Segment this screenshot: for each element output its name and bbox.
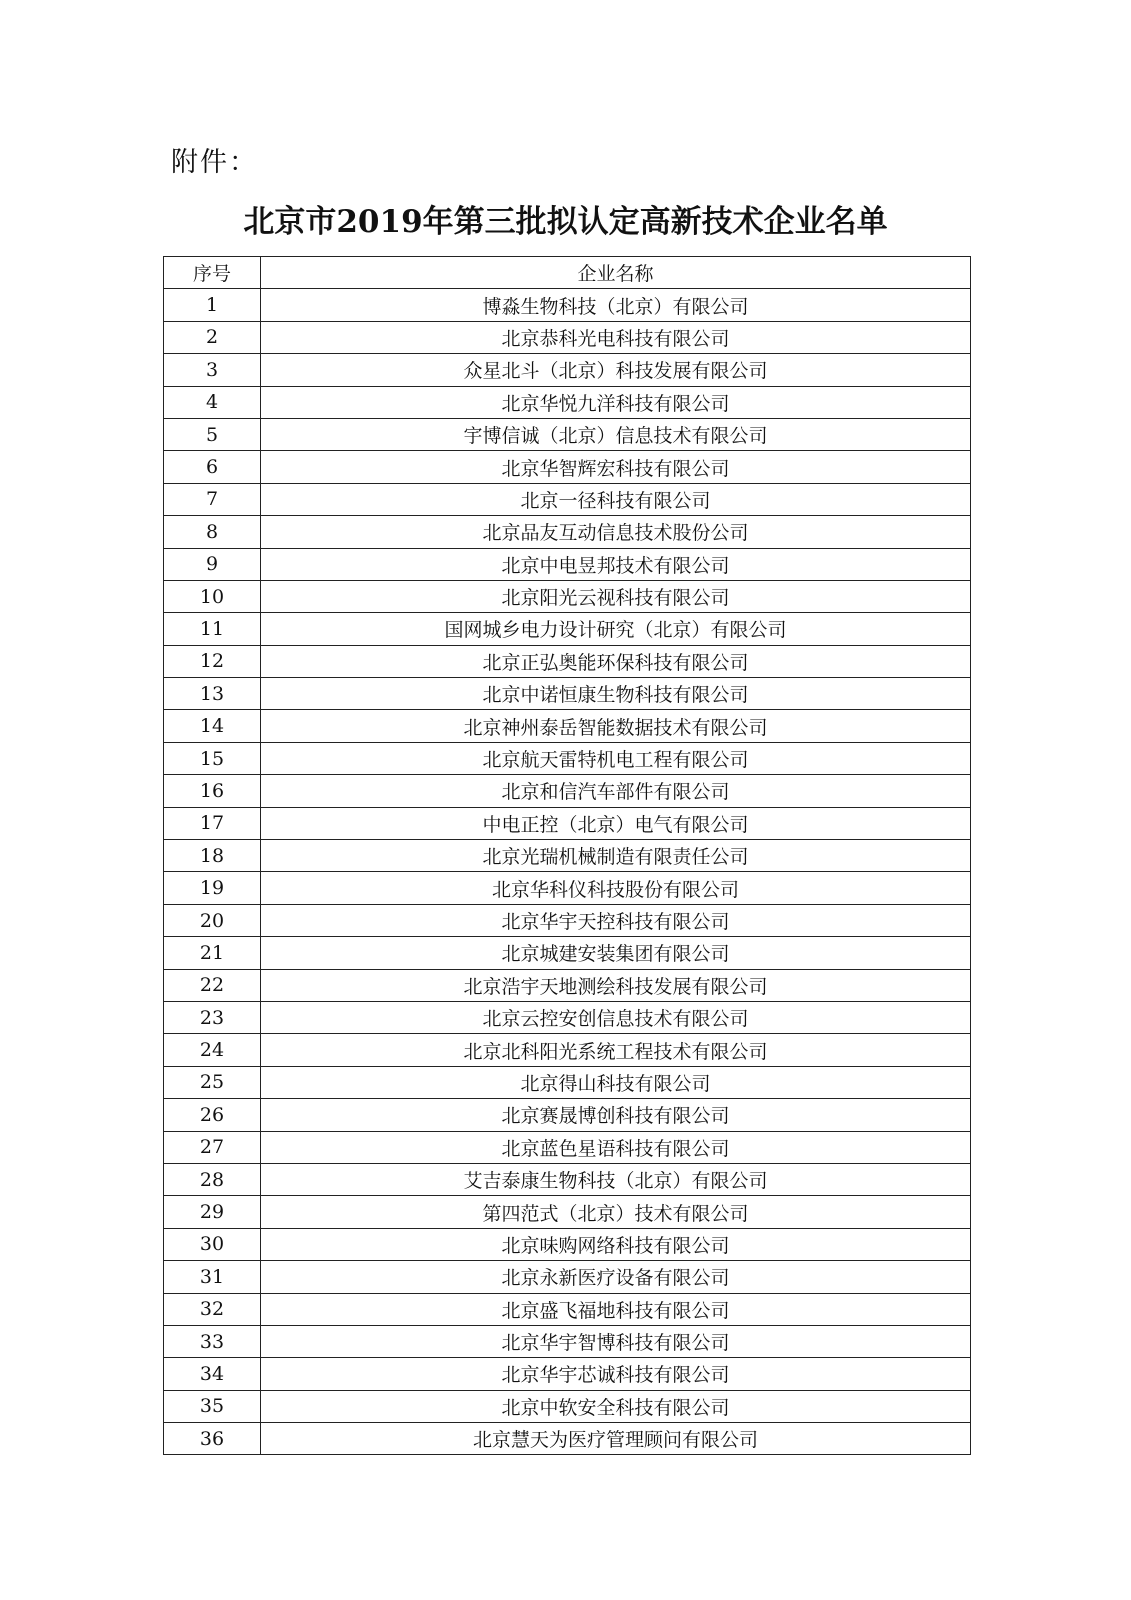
- serial-number-cell: 10: [164, 580, 261, 612]
- table-row: [164, 1390, 971, 1422]
- document-title: 北京市2019年第三批拟认定高新技术企业名单: [243, 204, 888, 240]
- enterprise-name-cell: 北京云控安创信息技术有限公司: [261, 1001, 971, 1033]
- enterprise-name-cell: 博淼生物科技（北京）有限公司: [261, 289, 971, 321]
- enterprise-name-cell: 北京中电昱邦技术有限公司: [261, 548, 971, 580]
- table-row: [164, 548, 971, 580]
- enterprise-name-cell: 第四范式（北京）技术有限公司: [261, 1196, 971, 1228]
- enterprise-name-cell: 北京盛飞福地科技有限公司: [261, 1293, 971, 1325]
- enterprise-name-cell: 北京华悦九洋科技有限公司: [261, 386, 971, 418]
- serial-number-cell: 3: [164, 354, 261, 386]
- table-row: [164, 613, 971, 645]
- enterprise-name-cell: 艾吉泰康生物科技（北京）有限公司: [261, 1163, 971, 1195]
- table-row: [164, 937, 971, 969]
- serial-number-cell: 26: [164, 1099, 261, 1131]
- table-row: [164, 645, 971, 677]
- serial-number-cell: 14: [164, 710, 261, 742]
- enterprise-name-cell: 中电正控（北京）电气有限公司: [261, 807, 971, 839]
- serial-number-cell: 34: [164, 1358, 261, 1390]
- enterprise-name-cell: 北京赛晟博创科技有限公司: [261, 1099, 971, 1131]
- enterprise-name-cell: 北京浩宇天地测绘科技发展有限公司: [261, 969, 971, 1001]
- table-row: [164, 516, 971, 548]
- table-row: [164, 289, 971, 321]
- serial-number-cell: 5: [164, 418, 261, 450]
- enterprise-name-cell: 国网城乡电力设计研究（北京）有限公司: [261, 613, 971, 645]
- enterprise-name-cell: 北京恭科光电科技有限公司: [261, 321, 971, 353]
- enterprise-name-cell: 北京和信汽车部件有限公司: [261, 775, 971, 807]
- enterprise-name-cell: 北京北科阳光系统工程技术有限公司: [261, 1034, 971, 1066]
- enterprise-name-cell: 北京华科仪科技股份有限公司: [261, 872, 971, 904]
- enterprise-name-cell: 北京华智辉宏科技有限公司: [261, 451, 971, 483]
- serial-number-cell: 4: [164, 386, 261, 418]
- enterprise-name-cell: 宇博信诚（北京）信息技术有限公司: [261, 418, 971, 450]
- table-row: [164, 1261, 971, 1293]
- table-row: [164, 1066, 971, 1098]
- table-row: [164, 1358, 971, 1390]
- serial-number-cell: 31: [164, 1261, 261, 1293]
- enterprise-name-cell: 北京光瑞机械制造有限责任公司: [261, 840, 971, 872]
- enterprise-name-cell: 北京中软安全科技有限公司: [261, 1390, 971, 1422]
- enterprise-name-cell: 北京味购网络科技有限公司: [261, 1228, 971, 1260]
- serial-number-cell: 23: [164, 1001, 261, 1033]
- table-row: [164, 1131, 971, 1163]
- serial-number-cell: 11: [164, 613, 261, 645]
- serial-number-cell: 9: [164, 548, 261, 580]
- serial-number-cell: 33: [164, 1325, 261, 1357]
- enterprise-name-cell: 北京华宇智博科技有限公司: [261, 1325, 971, 1357]
- table-row: [164, 872, 971, 904]
- table-row: [164, 1293, 971, 1325]
- table-row: [164, 840, 971, 872]
- enterprise-name-cell: 北京一径科技有限公司: [261, 483, 971, 515]
- enterprise-name-cell: 北京阳光云视科技有限公司: [261, 580, 971, 612]
- enterprise-name-cell: 北京神州泰岳智能数据技术有限公司: [261, 710, 971, 742]
- enterprise-name-cell: 北京蓝色星语科技有限公司: [261, 1131, 971, 1163]
- serial-number-cell: 8: [164, 516, 261, 548]
- table-row: [164, 1001, 971, 1033]
- serial-number-cell: 25: [164, 1066, 261, 1098]
- table-header-row: [164, 257, 971, 289]
- header-enterprise-name: 企业名称: [261, 257, 971, 289]
- attachment-label: 附件：: [171, 147, 258, 178]
- table-row: [164, 1228, 971, 1260]
- serial-number-cell: 1: [164, 289, 261, 321]
- table-row: [164, 580, 971, 612]
- serial-number-cell: 12: [164, 645, 261, 677]
- table-row: [164, 710, 971, 742]
- enterprise-name-cell: 北京华宇天控科技有限公司: [261, 904, 971, 936]
- enterprise-table: [163, 256, 971, 1455]
- serial-number-cell: 19: [164, 872, 261, 904]
- table-row: [164, 1163, 971, 1195]
- enterprise-name-cell: 北京品友互动信息技术股份公司: [261, 516, 971, 548]
- serial-number-cell: 21: [164, 937, 261, 969]
- serial-number-cell: 29: [164, 1196, 261, 1228]
- table-row: [164, 483, 971, 515]
- enterprise-name-cell: 北京永新医疗设备有限公司: [261, 1261, 971, 1293]
- enterprise-name-cell: 北京慧天为医疗管理顾问有限公司: [261, 1423, 971, 1455]
- serial-number-cell: 20: [164, 904, 261, 936]
- table-row: [164, 451, 971, 483]
- enterprise-name-cell: 北京华宇芯诚科技有限公司: [261, 1358, 971, 1390]
- enterprise-name-cell: 北京航天雷特机电工程有限公司: [261, 742, 971, 774]
- serial-number-cell: 35: [164, 1390, 261, 1422]
- serial-number-cell: 24: [164, 1034, 261, 1066]
- table-row: [164, 1423, 971, 1455]
- table-row: [164, 1099, 971, 1131]
- serial-number-cell: 2: [164, 321, 261, 353]
- enterprise-name-cell: 北京城建安装集团有限公司: [261, 937, 971, 969]
- enterprise-name-cell: 众星北斗（北京）科技发展有限公司: [261, 354, 971, 386]
- table-row: [164, 678, 971, 710]
- table-row: [164, 1034, 971, 1066]
- table-row: [164, 321, 971, 353]
- serial-number-cell: 17: [164, 807, 261, 839]
- table-row: [164, 1325, 971, 1357]
- table-row: [164, 969, 971, 1001]
- table-row: [164, 742, 971, 774]
- serial-number-cell: 36: [164, 1423, 261, 1455]
- serial-number-cell: 7: [164, 483, 261, 515]
- table-row: [164, 418, 971, 450]
- enterprise-name-cell: 北京正弘奥能环保科技有限公司: [261, 645, 971, 677]
- serial-number-cell: 32: [164, 1293, 261, 1325]
- serial-number-cell: 6: [164, 451, 261, 483]
- serial-number-cell: 16: [164, 775, 261, 807]
- serial-number-cell: 27: [164, 1131, 261, 1163]
- table-row: [164, 386, 971, 418]
- serial-number-cell: 28: [164, 1163, 261, 1195]
- table-row: [164, 775, 971, 807]
- table-row: [164, 807, 971, 839]
- enterprise-name-cell: 北京中诺恒康生物科技有限公司: [261, 678, 971, 710]
- header-serial-number: 序号: [164, 257, 261, 289]
- table-body: [164, 289, 971, 1455]
- serial-number-cell: 13: [164, 678, 261, 710]
- serial-number-cell: 18: [164, 840, 261, 872]
- serial-number-cell: 15: [164, 742, 261, 774]
- serial-number-cell: 22: [164, 969, 261, 1001]
- enterprise-name-cell: 北京得山科技有限公司: [261, 1066, 971, 1098]
- table-row: [164, 904, 971, 936]
- table-row: [164, 1196, 971, 1228]
- table-row: [164, 354, 971, 386]
- serial-number-cell: 30: [164, 1228, 261, 1260]
